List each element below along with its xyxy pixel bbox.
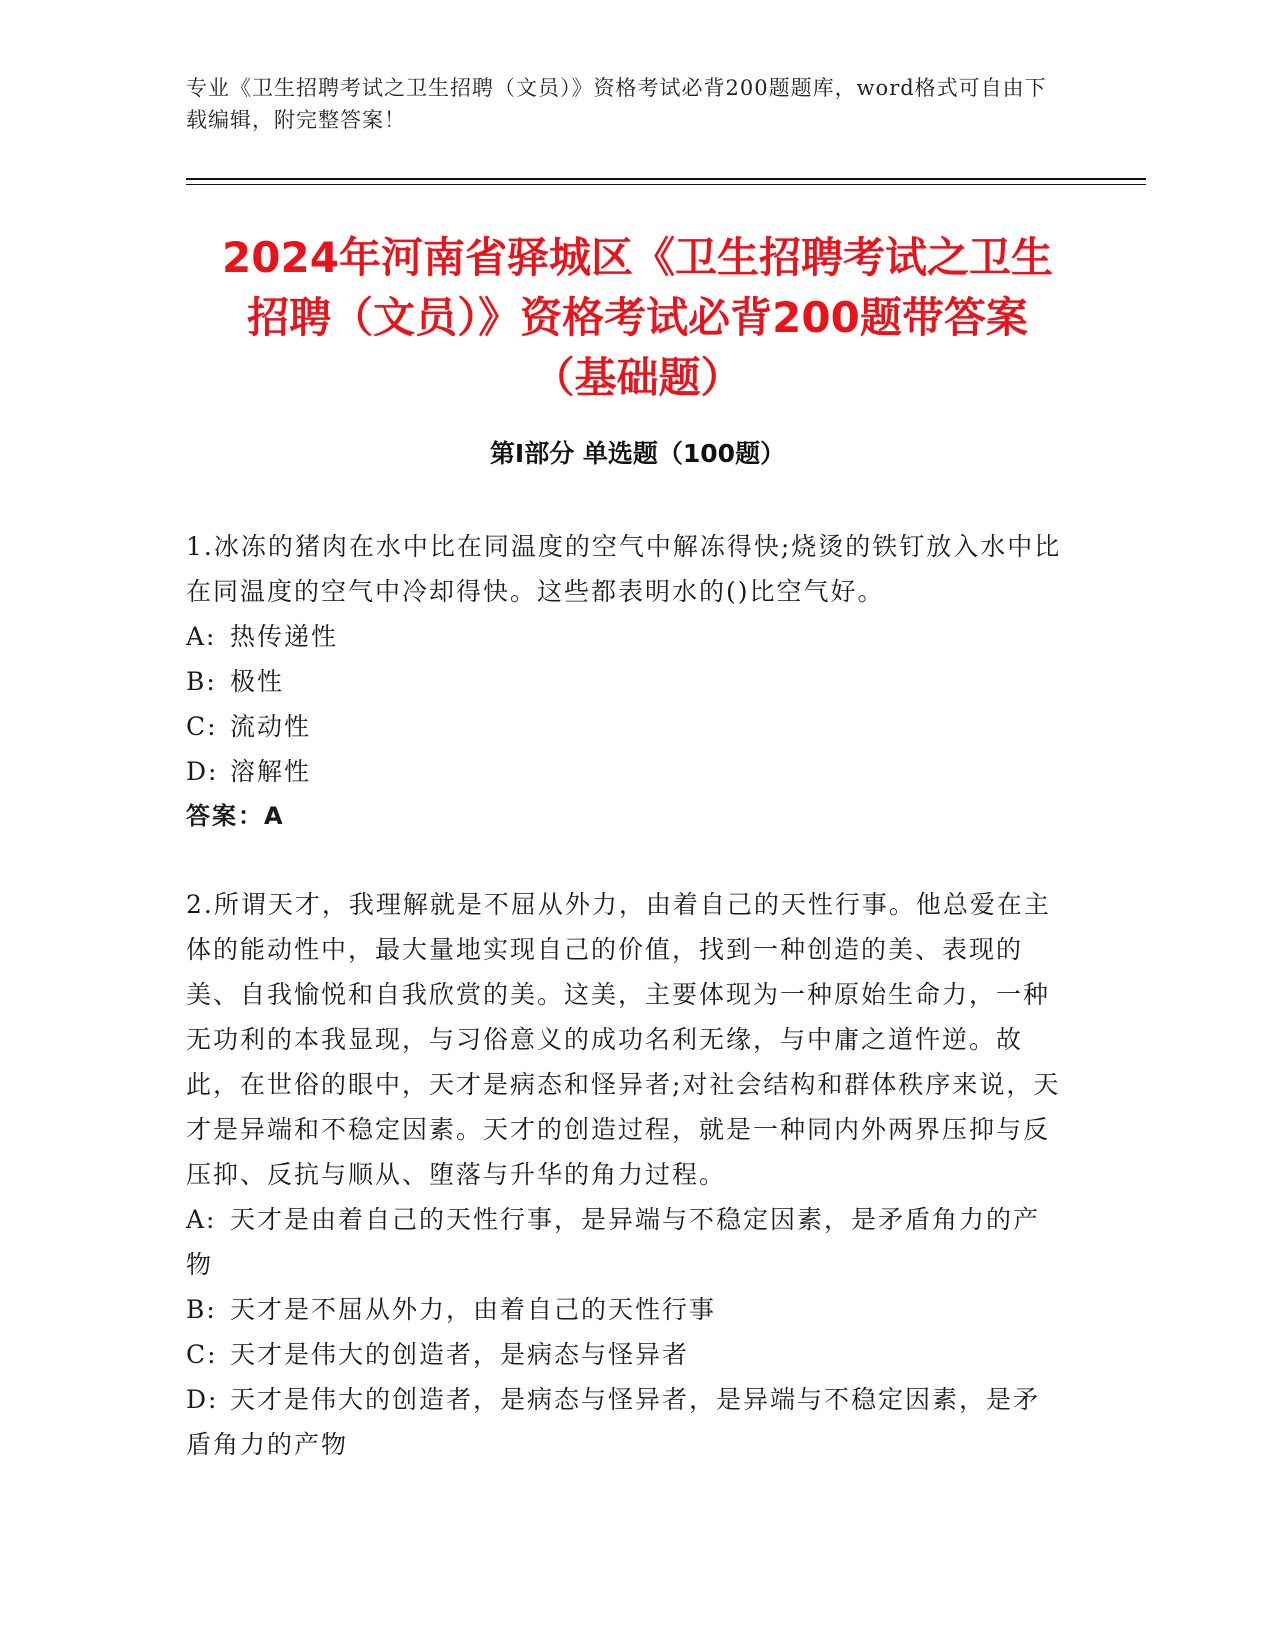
header-note: 专业《卫生招聘考试之卫生招聘（文员）》资格考试必背200题题库，word格式可自由下载编辑，附完整答案！ <box>186 76 1047 132</box>
option-label: B: <box>186 1295 217 1324</box>
option-b <box>186 659 1066 704</box>
answer-line: 答案：A <box>186 802 285 830</box>
question-stem: 1.冰冻的猪肉在水中比在同温度的空气中解冻得快;烧烫的铁钉放入水中比在同温度的空气中冷却得快。这些都表明水的()比空气好。 <box>186 532 1062 606</box>
option-label: D: <box>186 757 219 786</box>
header-rule-thin <box>186 184 1146 185</box>
option-a <box>186 1197 1066 1287</box>
option-a <box>186 614 1066 659</box>
option-text: 极性 <box>230 667 285 696</box>
question-spacer <box>186 839 1066 882</box>
option-text: 天才是伟大的创造者，是病态与怪异者，是异端与不稳定因素，是矛盾角力的产物 <box>186 1385 1041 1459</box>
title-line-1: 2024年河南省驿城区《卫生招聘考试之卫生 <box>222 233 1053 282</box>
option-text: 天才是由着自己的天性行事，是异端与不稳定因素，是矛盾角力的产物 <box>186 1205 1041 1279</box>
option-label: C: <box>186 1340 218 1369</box>
option-label: D: <box>186 1385 219 1414</box>
option-label: B: <box>186 667 217 696</box>
option-text: 天才是不屈从外力，由着自己的天性行事 <box>230 1295 717 1324</box>
option-label: C: <box>186 712 218 741</box>
section-title: 第Ⅰ部分 单选题（100题） <box>489 439 786 468</box>
question-1 <box>186 524 1066 839</box>
option-b <box>186 1287 1066 1332</box>
document-title <box>150 228 1125 408</box>
header-rule-thick <box>186 178 1146 180</box>
option-text: 流动性 <box>230 712 312 741</box>
question-stem: 2.所谓天才，我理解就是不屈从外力，由着自己的天性行事。他总爱在主体的能动性中，最大量地实现自己的价值，找到一种创造的美、表现的美、自我愉悦和自我欣赏的美。这美，主要体现为一种原始生命力，一种无功利的本我显现，与习俗意义的成功名利无缘，与中庸之道忤逆。故此，在世俗的眼中，天才是病态和怪异者;对社会结构和群体秩序来说，天才是异端和不稳定因素。天才的创造过程，就是一种同内外两界压抑与反压抑、反抗与顺从、堕落与升华的角力过程。 <box>186 890 1061 1189</box>
option-label: A: <box>186 622 217 651</box>
title-line-3: （基础题） <box>532 353 743 402</box>
option-d <box>186 749 1066 794</box>
option-c <box>186 1332 1066 1377</box>
option-c <box>186 704 1066 749</box>
question-list <box>186 524 1066 1467</box>
title-line-2: 招聘（文员）》资格考试必背200题带答案 <box>247 293 1028 342</box>
question-2 <box>186 882 1066 1467</box>
option-text: 天才是伟大的创造者，是病态与怪异者 <box>230 1340 690 1369</box>
option-text: 热传递性 <box>230 622 339 651</box>
option-text: 溶解性 <box>230 757 312 786</box>
option-d <box>186 1377 1066 1467</box>
option-label: A: <box>186 1205 217 1234</box>
